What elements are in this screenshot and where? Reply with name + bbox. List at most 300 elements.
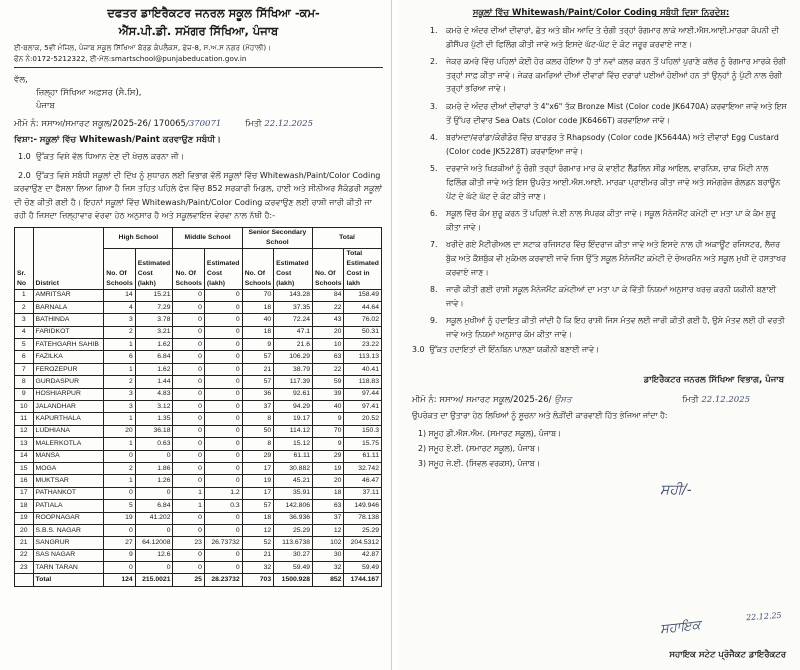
guideline-item: [430, 24, 790, 51]
cell-sr-no: 8: [15, 376, 34, 388]
cell-middle-schools: 0: [173, 413, 204, 425]
table-row: [15, 500, 382, 512]
cell-sr-no: 14: [15, 450, 34, 462]
total-middle-schools: 25: [173, 574, 204, 586]
cell-middle-schools: 0: [173, 562, 204, 574]
cell-district: MALERKOTLA: [33, 438, 104, 450]
table-row: [15, 351, 382, 363]
cell-senior-schools: 17: [242, 487, 273, 499]
cell-sr-no: 17: [15, 487, 34, 499]
guideline-number: 7.: [430, 240, 438, 250]
cell-senior-cost: 106.29: [274, 351, 313, 363]
cell-senior-schools: 32: [242, 562, 273, 574]
total-middle-cost: 28.23732: [204, 574, 242, 586]
cell-senior-schools: 8: [242, 438, 273, 450]
cell-high-cost: 7.29: [135, 301, 173, 313]
copy-to-list: [412, 426, 790, 471]
cell-high-cost: 3.21: [135, 326, 173, 338]
cell-senior-cost: 37.35: [274, 301, 313, 313]
initials-handwritten: ਸਹੀ/-: [660, 482, 692, 498]
cell-middle-cost: 1.2: [204, 487, 242, 499]
cell-high-cost: 6.84: [135, 500, 173, 512]
guideline-item: [430, 238, 790, 279]
cell-sr-no: 22: [15, 549, 34, 561]
cell-district: PATHANKOT: [33, 487, 104, 499]
cell-middle-schools: 0: [173, 388, 204, 400]
cell-total-cost: 15.75: [344, 438, 382, 450]
cell-district: GURDASPUR: [33, 376, 104, 388]
header-high-school: High School: [104, 227, 173, 248]
paragraph-3-text: ਉੱਕਤ ਹਦਾਇਤਾਂ ਦੀ ਇੰਨਬਿਨ ਪਾਲਣਾ ਯਕੀਨੀ ਬਣਾਈ ਜਾਵੇ।: [429, 345, 600, 355]
cell-high-schools: 1: [104, 413, 135, 425]
table-row: [15, 289, 382, 301]
cell-district: MANSA: [33, 450, 104, 462]
cell-total-schools: 19: [313, 462, 344, 474]
paragraph-2-text: ਉੱਕਤ ਵਿਸ਼ੇ ਸਬੰਧੀ ਸਕੂਲਾਂ ਦੀ ਦਿੱਖ ਨੂੰ ਸੁਧਾਰਨ ਲਈ ਵਿਭਾਗ ਵੱਲੋਂ ਸਕੂਲਾਂ ਵਿੱਚ Whitewash/Paint/Color Coding ਕਰਵਾਉਣ ਦਾ ਫੈਸਲਾ ਲਿਆ ਗਿਆ ਹੈ ਜਿਸ ਤਹਿਤ ਪਹਿਲੇ ਫੇਜ਼ ਵਿੱਚ 852 ਸਰਕਾਰੀ ਮਿਡਲ, ਹਾਈ ਅਤੇ ਸੀਨੀਅਰ ਸੈਕੰਡਰੀ ਸਕੂਲਾਂ ਦੀ ਚੋਣ ਕੀਤੀ ਗਈ ਹੈ। ਇਹਨਾਂ ਸਕੂਲਾਂ ਵਿੱਚ Whitewash/Paint/Color Coding ਕਰਵਾਉਣ ਲਈ ਰਾਸ਼ੀ ਜਾਰੀ ਕੀਤੀ ਜਾ ਰਹੀ ਹੈ ਜਿਸਦਾ ਜ਼ਿਲ੍ਹਾਵਾਰ ਵੇਰਵਾ ਹੇਠ ਅਨੁਸਾਰ ਹੈ ਅਤੇ ਸਕੂਲਵਾਇਜ਼ ਵੇਰਵਾ ਨਾਲ ਨੱਥੀ ਹੈ:-: [14, 170, 383, 220]
cell-total-schools: 63: [313, 351, 344, 363]
cell-middle-cost: 0: [204, 401, 242, 413]
email-text: ਈ-ਮੇਲ:smartschool@punjabeducation.gov.in: [89, 54, 247, 63]
guideline-item: [430, 55, 790, 96]
table-body: [15, 289, 382, 586]
cell-total-schools: 22: [313, 301, 344, 313]
cell-total-cost: 118.83: [344, 376, 382, 388]
cell-senior-cost: 45.21: [274, 475, 313, 487]
table-row: [15, 462, 382, 474]
cell-district: MOGA: [33, 462, 104, 474]
cell-district: BARNALA: [33, 301, 104, 313]
cell-high-schools: 2: [104, 376, 135, 388]
cell-high-cost: 1.62: [135, 363, 173, 375]
table-row: [15, 376, 382, 388]
table-row: [15, 326, 382, 338]
table-row: [15, 314, 382, 326]
cell-middle-schools: 0: [173, 376, 204, 388]
cell-high-cost: 1.44: [135, 376, 173, 388]
subject-text: ਸਕੂਲਾਂ ਵਿੱਚ Whitewash/Paint ਕਰਵਾਉਣ ਸਬੰਧੀ।: [39, 135, 221, 145]
table-total-row: [15, 574, 382, 586]
cell-senior-schools: 21: [242, 549, 273, 561]
cell-high-cost: 1.62: [135, 339, 173, 351]
cell-high-schools: 9: [104, 549, 135, 561]
header-senior-school: Senior Secondary School: [242, 227, 312, 248]
cell-senior-schools: 40: [242, 314, 273, 326]
cell-total-schools: 20: [313, 475, 344, 487]
cell-middle-schools: 1: [173, 500, 204, 512]
cell-total-cost: 158.49: [344, 289, 382, 301]
cell-senior-schools: 18: [242, 512, 273, 524]
cell-sr-no: 16: [15, 475, 34, 487]
cell-total-cost: 149.946: [344, 500, 382, 512]
cell-senior-schools: 37: [242, 401, 273, 413]
guideline-text: ਦਰਵਾਜੇ ਅਤੇ ਖਿੜਕੀਆਂ ਨੂੰ ਚੰਗੀ ਤਰ੍ਹਾਂ ਰੰਗਮਾਰ ਮਾਰ ਕੇ ਵਾਈਟ ਲੈੱਡਲਿਨ ਸੀਡ ਆਇਲ, ਵਾਰਨਿਸ਼, ਚਾਕ ਮਿੱਟੀ ਨਾਲ ਫਿਲਿੰਗ ਕੀਤੀ ਜਾਵੇ ਅਤੇ ਇਸ ਉਪਰੰਤ ਆਈ.ਐਸ.ਆਈ. ਮਾਰਕਾ ਪ੍ਰਾਈਮਰ ਕੀਤਾ ਜਾਵੇ ਅਤੇ ਸਮੋਗਰੇਜ ਗੋਲਡਨ ਬਰਾਊਨ ਪੇਂਟ ਦੇ ਘੱਟੋ ਘੱਟ ਦੋ ਕੋਟ ਕੀਤੇ ਜਾਣ।: [446, 164, 781, 201]
director-general-title: ਡਾਇਰੈਕਟਰ ਜਨਰਲ ਸਿੱਖਿਆ ਵਿਭਾਗ, ਪੰਜਾਬ: [643, 375, 784, 386]
guideline-text: ਕਮਰੇ ਦੇ ਅੰਦਰ ਦੀਆਂ ਦੀਵਾਰਾਂ, ਛੱਤ ਅਤੇ ਬੀਮ ਆਦਿ ਤੇ ਚੰਗੀ ਤਰ੍ਹਾਂ ਰੰਗਮਾਰ ਲਾਕੇ ਆਈ.ਐਸ.ਆਈ.ਮਾਰਕਾ ਕੰਪਨੀ ਦੀ ਡੀਸੈਂਪਰ ਪੁੱਟੀ ਦੀ ਫਿਲਿੰਗ ਕੀਤੀ ਜਾਵੇ ਅਤੇ ਇਸਦੇ ਘੱਟ-ਘੱਟ ਦੋ ਕੋਟ ਜਰੂਰ ਕਰਵਾਏ ਜਾਣ।: [446, 26, 779, 49]
cell-total-schools: 39: [313, 388, 344, 400]
guideline-number: 9.: [430, 316, 438, 326]
cell-high-cost: 0: [135, 524, 173, 536]
cell-middle-schools: 0: [173, 289, 204, 301]
cell-middle-schools: 0: [173, 462, 204, 474]
cell-senior-schools: 9: [242, 339, 273, 351]
cell-district: FEROZEPUR: [33, 363, 104, 375]
header-middle-cost: Estimated Cost (lakh): [204, 248, 242, 289]
cell-middle-cost: 26.73732: [204, 537, 242, 549]
cell-senior-schools: 52: [242, 537, 273, 549]
cell-total-schools: 63: [313, 500, 344, 512]
cell-district: ROOPNAGAR: [33, 512, 104, 524]
cell-sr-no: 20: [15, 524, 34, 536]
cell-sr-no: 7: [15, 363, 34, 375]
date-2-handwritten: 22.12.2025: [701, 395, 750, 406]
guideline-text: ਬਰਾਂਮਦਾ/ਵਰਾਂਡਾ/ਕੋਰੀਡੋਰ ਵਿੱਚ ਬਾਰਡਰ ਤੇ Rhapsody (Color code JK5644A) ਅਤੇ ਦੀਵਾਰਾਂ Egg Custard (Color code JK5228T) ਕਰਵਾਇਆ ਜਾਵੇ।: [446, 133, 779, 156]
header-senior-schools: No. Of Schools: [242, 248, 273, 289]
cell-total-cost: 97.41: [344, 401, 382, 413]
table-row: [15, 339, 382, 351]
cell-total-cost: 61.11: [344, 450, 382, 462]
cell-middle-cost: 0: [204, 351, 242, 363]
cell-total-schools: 20: [313, 326, 344, 338]
forwarding-text: ਉਪਰੋਕਤ ਦਾ ਉਤਾਰਾ ਹੇਠ ਲਿਖਿਆਂ ਨੂੰ ਸੂਚਨਾ ਅਤੇ ਲੋੜੀਂਦੀ ਕਾਰਵਾਈ ਹਿੱਤ ਭੇਜਿਆ ਜਾਂਦਾ ਹੈ:: [412, 411, 668, 421]
table-header-row-1: [15, 227, 382, 248]
guideline-item: [430, 207, 790, 234]
header-total: Total: [313, 227, 382, 248]
cell-total-cost: 46.47: [344, 475, 382, 487]
cell-senior-cost: 30.882: [274, 462, 313, 474]
header-rule: [14, 67, 383, 68]
cell-high-cost: 36.18: [135, 425, 173, 437]
copy-to-item: 1) ਸਮੂਹ ਡੀ.ਐਸ.ਐਮ. (ਸਮਾਰਟ ਸਕੂਲ), ਪੰਜਾਬ।: [418, 429, 562, 439]
cell-high-schools: 1: [104, 339, 135, 351]
guideline-item: [430, 314, 790, 341]
header-total-schools: No. Of Schools: [313, 248, 344, 289]
cell-district: LUDHIANA: [33, 425, 104, 437]
cell-senior-cost: 94.29: [274, 401, 313, 413]
cell-middle-cost: 0: [204, 524, 242, 536]
cell-senior-schools: 50: [242, 425, 273, 437]
date-label-2: ਮਿਤੀ: [682, 395, 699, 406]
cell-total-schools: 12: [313, 524, 344, 536]
cell-high-schools: 5: [104, 500, 135, 512]
office-address: [14, 42, 383, 64]
cell-middle-schools: 0: [173, 363, 204, 375]
paragraph-3: [412, 345, 790, 355]
cell-sr-no: 2: [15, 301, 34, 313]
cell-middle-cost: 0: [204, 562, 242, 574]
footer-signatory-title: ਸਹਾਇਕ ਸਟੇਟ ਪ੍ਰੋਜੈਕਟ ਡਾਇਰੈਕਟਰ: [669, 650, 786, 660]
paragraph-1-number: 1.0: [18, 152, 31, 161]
cell-total-schools: 9: [313, 438, 344, 450]
cell-senior-schools: 18: [242, 301, 273, 313]
cell-high-cost: 1.26: [135, 475, 173, 487]
cell-senior-cost: 113.6738: [274, 537, 313, 549]
cell-middle-schools: 0: [173, 314, 204, 326]
memo-number-2: ਮੀਮੋ ਨੰ: ਸਸਾਅ/ ਸਮਾਰਟ ਸਕੂਲ/2025-26/: [412, 395, 552, 406]
cell-senior-cost: 47.1: [274, 326, 313, 338]
cell-senior-cost: 19.17: [274, 413, 313, 425]
cell-total-schools: 9: [313, 413, 344, 425]
cell-high-schools: 3: [104, 388, 135, 400]
table-row: [15, 450, 382, 462]
table-row: [15, 537, 382, 549]
total-sr-no: [15, 574, 34, 586]
header-district: District: [33, 227, 104, 289]
cell-middle-cost: 0: [204, 438, 242, 450]
cell-high-schools: 1: [104, 438, 135, 450]
cell-high-cost: 3.78: [135, 314, 173, 326]
cell-middle-cost: 0: [204, 289, 242, 301]
cell-district: FARIDKOT: [33, 326, 104, 338]
cell-middle-schools: 0: [173, 351, 204, 363]
paragraph-2: [14, 169, 383, 223]
cell-senior-cost: 61.11: [274, 450, 313, 462]
paragraph-1-text: ਉੱਕਤ ਵਿਸ਼ੇ ਵੱਲ ਧਿਆਨ ਦੇਣ ਦੀ ਖੇਚਲ ਕਰਨਾ ਜੀ।: [36, 152, 184, 161]
cell-district: TARN TARAN: [33, 562, 104, 574]
memo-number-handwritten: /370071: [185, 119, 222, 129]
cell-district: SANGRUR: [33, 537, 104, 549]
cell-middle-schools: 0: [173, 301, 204, 313]
cell-district: AMRITSAR: [33, 289, 104, 301]
cell-middle-schools: 0: [173, 438, 204, 450]
cell-total-schools: 30: [313, 549, 344, 561]
cell-high-schools: 19: [104, 512, 135, 524]
cell-high-schools: 0: [104, 487, 135, 499]
cell-total-cost: 50.31: [344, 326, 382, 338]
cell-senior-cost: 117.39: [274, 376, 313, 388]
cell-sr-no: 12: [15, 425, 34, 437]
subject-label: ਵਿਸ਼ਾ:-: [14, 135, 38, 145]
cell-middle-cost: 0.3: [204, 500, 242, 512]
guideline-number: 6.: [430, 209, 438, 219]
cell-district: PATIALA: [33, 500, 104, 512]
cell-total-cost: 23.22: [344, 339, 382, 351]
total-high-cost: 215.0021: [135, 574, 173, 586]
cell-total-schools: 32: [313, 562, 344, 574]
cell-sr-no: 11: [15, 413, 34, 425]
cell-sr-no: 10: [15, 401, 34, 413]
cell-middle-cost: 0: [204, 450, 242, 462]
guidelines-title-text: ਸਕੂਲਾਂ ਵਿੱਚ Whitewash/Paint/Color Coding ਸਬੰਧੀ ਦਿਸ਼ਾ ਨਿਰਦੇਸ਼:: [472, 8, 730, 18]
table-row: [15, 388, 382, 400]
cell-high-schools: 27: [104, 537, 135, 549]
cell-senior-cost: 21.6: [274, 339, 313, 351]
cell-high-schools: 6: [104, 351, 135, 363]
cell-total-schools: 22: [313, 363, 344, 375]
total-district: Total: [33, 574, 104, 586]
header-total-cost: Total Estimated Cost in lakh: [344, 248, 382, 289]
guideline-item: [430, 131, 790, 158]
cell-senior-cost: 143.28: [274, 289, 313, 301]
cell-total-cost: 44.64: [344, 301, 382, 313]
table-row: [15, 425, 382, 437]
cell-total-cost: 59.49: [344, 562, 382, 574]
date-handwritten: 22.12.2025: [264, 119, 313, 129]
cell-total-schools: 102: [313, 537, 344, 549]
cell-middle-cost: 0: [204, 301, 242, 313]
cell-sr-no: 3: [15, 314, 34, 326]
paragraph-1: [14, 150, 383, 164]
header-high-schools: No. Of Schools: [104, 248, 135, 289]
cell-sr-no: 15: [15, 462, 34, 474]
cell-middle-schools: 23: [173, 537, 204, 549]
memo-number: ਮੀਮੋ ਨੰ: ਸਸਾਅ/ਸਮਾਰਟ ਸਕੂਲ/2025-26/ 170065: [14, 119, 186, 129]
cell-total-schools: 29: [313, 450, 344, 462]
cell-sr-no: 18: [15, 500, 34, 512]
cell-district: S.B.S. NAGAR: [33, 524, 104, 536]
guideline-item: [430, 162, 790, 203]
cell-district: FATEHGARH SAHIB: [33, 339, 104, 351]
header-middle-schools: No. Of Schools: [173, 248, 204, 289]
cell-senior-cost: 15.12: [274, 438, 313, 450]
cell-total-schools: 84: [313, 289, 344, 301]
cell-total-schools: 43: [313, 314, 344, 326]
cell-high-cost: 0: [135, 450, 173, 462]
cell-total-cost: 76.02: [344, 314, 382, 326]
cell-senior-schools: 57: [242, 351, 273, 363]
cell-senior-cost: 35.91: [274, 487, 313, 499]
cell-high-cost: 0: [135, 562, 173, 574]
cell-senior-cost: 72.24: [274, 314, 313, 326]
cell-total-schools: 10: [313, 339, 344, 351]
cell-senior-schools: 21: [242, 363, 273, 375]
table-row: [15, 401, 382, 413]
cell-high-cost: 41.202: [135, 512, 173, 524]
cell-high-cost: 3.12: [135, 401, 173, 413]
cell-high-cost: 1.86: [135, 462, 173, 474]
cell-total-cost: 42.87: [344, 549, 382, 561]
cell-sr-no: 19: [15, 512, 34, 524]
cell-middle-schools: 0: [173, 425, 204, 437]
cell-middle-schools: 0: [173, 512, 204, 524]
guideline-number: 1.: [430, 26, 438, 35]
guideline-text: ਸਕੂਲ ਮੁਖੀਆਂ ਨੂੰ ਹਦਾਇਤ ਕੀਤੀ ਜਾਂਦੀ ਹੈ ਕਿ ਇਹ ਰਾਸ਼ੀ ਜਿਸ ਮੰਤਵ ਲਈ ਜਾਰੀ ਕੀਤੀ ਗਈ ਹੈ, ਉਸੇ ਮੰਤਵ ਲਈ ਹੀ ਵਰਤੀ ਜਾਵੇ ਅਤੇ ਨਿਯਮਾਂ ਅਨੁਸਾਰ ਕੰਮ ਕੀਤਾ ਜਾਵੇ।: [446, 316, 785, 339]
cell-sr-no: 1: [15, 289, 34, 301]
memo-number-2-handwritten: ਉਸਤ: [554, 395, 572, 406]
paragraph-3-number: 3.0: [412, 345, 425, 355]
cell-high-schools: 1: [104, 475, 135, 487]
table-row: [15, 438, 382, 450]
table-row: [15, 363, 382, 375]
guidelines-title: [412, 8, 790, 18]
cell-high-schools: 1: [104, 363, 135, 375]
cell-total-cost: 40.41: [344, 363, 382, 375]
cell-senior-cost: 25.29: [274, 524, 313, 536]
cell-total-schools: 70: [313, 425, 344, 437]
cell-sr-no: 21: [15, 537, 34, 549]
guideline-number: 3.: [430, 101, 438, 111]
cell-middle-schools: 0: [173, 326, 204, 338]
total-high-schools: 124: [104, 574, 135, 586]
cell-senior-schools: 57: [242, 500, 273, 512]
address-text: ਈ-ਬਲਾਕ, 5ਵੀਂ ਮੰਜਿਲ, ਪੰਜਾਬ ਸਕੂਲ ਸਿੱਖਿਆ ਬੋਰਡ ਕੰਪਲੈਕਸ, ਫੇਜ਼-8, ਸ.ਅ.ਸ ਨਗਰ (ਮੋਹਾਲੀ)।: [14, 43, 272, 52]
cell-senior-schools: 57: [242, 376, 273, 388]
header-high-cost: Estimated Cost (lakh): [135, 248, 173, 289]
subject-line: [14, 135, 383, 145]
cell-middle-schools: 0: [173, 339, 204, 351]
left-page: [0, 0, 392, 670]
cell-high-cost: 1.35: [135, 413, 173, 425]
header-srno: Sr. No: [15, 227, 34, 289]
cell-total-cost: 78.138: [344, 512, 382, 524]
cell-total-schools: 40: [313, 401, 344, 413]
cell-sr-no: 5: [15, 339, 34, 351]
cell-total-cost: 25.29: [344, 524, 382, 536]
cell-senior-cost: 114.12: [274, 425, 313, 437]
cell-senior-cost: 38.79: [274, 363, 313, 375]
cell-senior-schools: 19: [242, 475, 273, 487]
cell-high-schools: 0: [104, 450, 135, 462]
header-middle-school: Middle School: [173, 227, 242, 248]
table-row: [15, 512, 382, 524]
cell-middle-schools: 0: [173, 549, 204, 561]
guideline-item: [430, 100, 790, 127]
cell-district: MUKTSAR: [33, 475, 104, 487]
cell-senior-cost: 30.27: [274, 549, 313, 561]
total-senior-schools: 703: [242, 574, 273, 586]
cell-senior-schools: 8: [242, 413, 273, 425]
right-page: [398, 0, 800, 670]
guideline-number: 8.: [430, 285, 438, 295]
cell-middle-cost: 0: [204, 388, 242, 400]
cell-senior-schools: 70: [242, 289, 273, 301]
cell-high-schools: 3: [104, 401, 135, 413]
cell-middle-cost: 0: [204, 413, 242, 425]
copy-to-item: 2) ਸਮੂਹ ਏ.ਈ. (ਸਮਾਰਟ ਸਕੂਲ), ਪੰਜਾਬ।: [418, 444, 541, 454]
to-state: ਪੰਜਾਬ: [36, 101, 55, 111]
cell-middle-cost: 0: [204, 462, 242, 474]
table-row: [15, 301, 382, 313]
cell-high-schools: 14: [104, 289, 135, 301]
cell-total-cost: 32.742: [344, 462, 382, 474]
cell-district: BATHINDA: [33, 314, 104, 326]
guideline-text: ਖਰੀਦੇ ਗਏ ਮੈਟੀਰੀਅਲ ਦਾ ਸਟਾਕ ਰਜਿਸਟਰ ਵਿੱਚ ਇੰਦਰਾਜ ਕੀਤਾ ਜਾਵੇ ਅਤੇ ਇਸਦੇ ਨਾਲ ਹੀ ਅਕਾਊਂਟ ਰਜਿਸਟਰ, ਲੈਜ਼ਰ ਬੁੱਕ ਅਤੇ ਕੈਸ਼ਬੁੱਕ ਵੀ ਮੁਕੰਮਲ ਕਰਵਾਈ ਜਾਵੇ ਜਿਸ ਉੱਤੇ ਸਕੂਲ ਮੈਨੇਜਮੈਂਟ ਕਮੇਟੀ ਦੇ ਚੇਅਰਮੈਨ ਅਤੇ ਸਕੂਲ ਮੁਖੀ ਦੇ ਹਸਤਾਖਰ ਕਰਵਾਏ ਜਾਣ।: [446, 240, 786, 277]
total-total-schools: 852: [313, 574, 344, 586]
cell-district: FAZILKA: [33, 351, 104, 363]
cell-district: JALANDHAR: [33, 401, 104, 413]
office-header-line2: ਐੱਸ.ਪੀ.ਡੀ. ਸਮੱਗਰ ਸਿੱਖਿਆ, ਪੰਜਾਬ: [118, 24, 279, 38]
district-table: [14, 227, 382, 587]
cell-district: HOSHIARPUR: [33, 388, 104, 400]
cell-middle-cost: 0: [204, 376, 242, 388]
cell-total-schools: 37: [313, 512, 344, 524]
cell-high-cost: 64.12008: [135, 537, 173, 549]
header-senior-cost: Estimated Cost (lakh): [274, 248, 313, 289]
cell-total-cost: 150.3: [344, 425, 382, 437]
total-senior-cost: 1500.928: [274, 574, 313, 586]
copy-to-item: 3) ਸਮੂਹ ਜੇ.ਈ. (ਸਿਵਲ ਵਰਕਸ), ਪੰਜਾਬ।: [418, 459, 540, 469]
cell-middle-cost: 0: [204, 339, 242, 351]
cell-high-schools: 2: [104, 462, 135, 474]
table-row: [15, 524, 382, 536]
table-row: [15, 475, 382, 487]
total-total-cost: 1744.167: [344, 574, 382, 586]
guideline-text: ਜਾਰੀ ਕੀਤੀ ਗਈ ਰਾਸ਼ੀ ਸਕੂਲ ਮੈਨੇਜਮੈਂਟ ਕਮੇਟੀਆਂ ਦਾ ਮਤਾ ਪਾ ਕੇ ਵਿੱਤੀ ਨਿਯਮਾਂ ਅਨੁਸਾਰ ਖਰਚ ਕਰਨੀ ਯਕੀਨੀ ਬਣਾਈ ਜਾਵੇ।: [446, 285, 776, 308]
cell-senior-schools: 18: [242, 326, 273, 338]
guideline-text: ਸਕੂਲ ਵਿੱਚ ਕੰਮ ਸ਼ੁਰੂ ਕਰਨ ਤੋਂ ਪਹਿਲਾਂ ਜੇ.ਈ ਨਾਲ ਸੰਪਰਕ ਕੀਤਾ ਜਾਵੇ। ਸਕੂਲ ਮੈਨੇਜਮੈਂਟ ਕਮੇਟੀ ਦਾ ਮਤਾ ਪਾ ਕੇ ਕੰਮ ਸ਼ੁਰੂ ਕੀਤਾ ਜਾਵੇ।: [446, 209, 776, 232]
cell-total-cost: 113.13: [344, 351, 382, 363]
cell-total-cost: 20.52: [344, 413, 382, 425]
cell-high-schools: 0: [104, 562, 135, 574]
phone-text: ਫੋਨ ਨੰ:0172-5212322,: [14, 54, 88, 63]
cell-middle-schools: 0: [173, 401, 204, 413]
cell-high-cost: 15.21: [135, 289, 173, 301]
memo-line: [14, 119, 383, 129]
cell-middle-schools: 1: [173, 487, 204, 499]
cell-middle-cost: 0: [204, 425, 242, 437]
date-label: ਮਿਤੀ: [245, 119, 262, 129]
paragraph-2-number: 2.0: [18, 170, 31, 180]
cell-middle-schools: 0: [173, 524, 204, 536]
